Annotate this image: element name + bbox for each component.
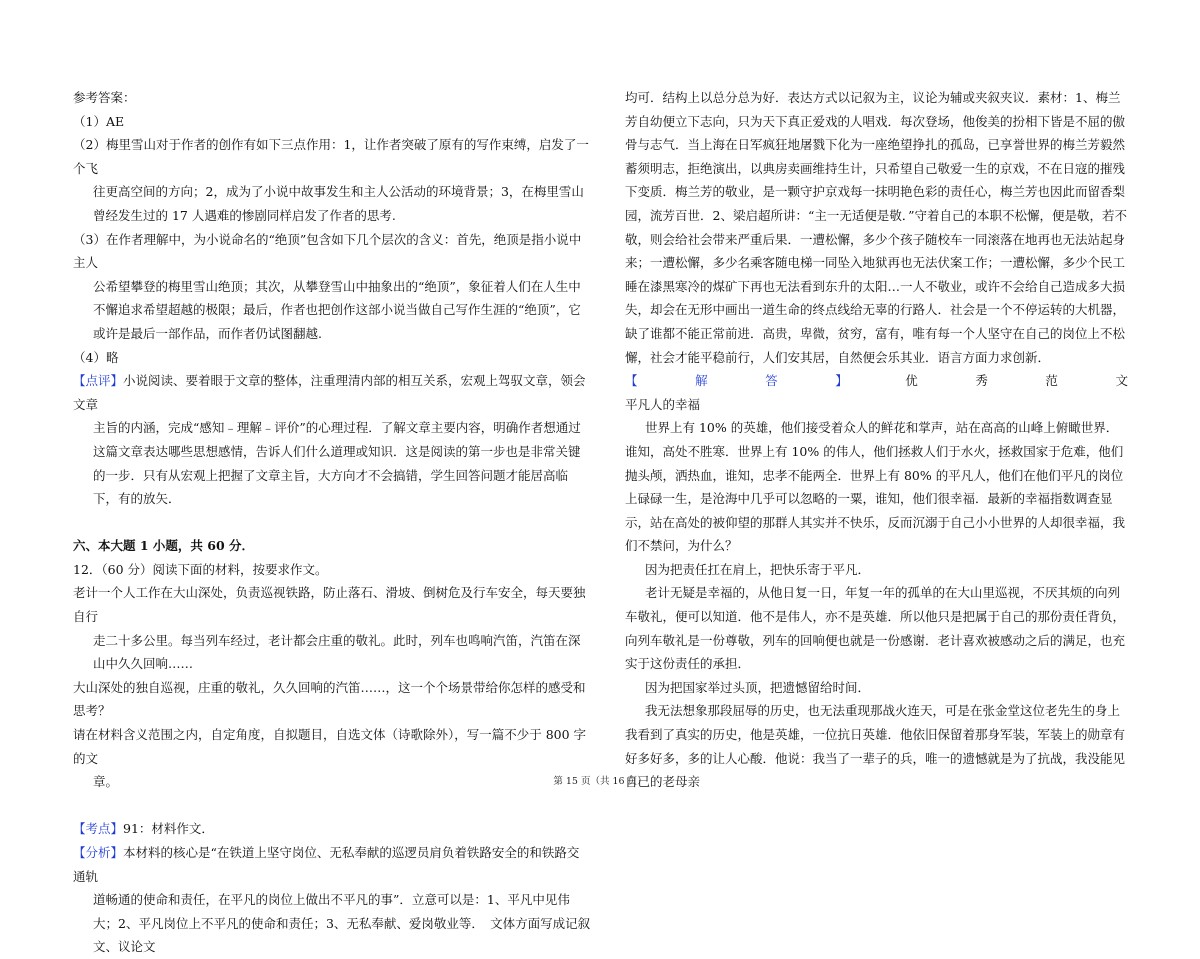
requirement-first: 请在材料含义范围之内，自定角度，自拟题目，自选文体（诗歌除外），写一篇不少于 800 字的文	[73, 727, 587, 766]
essay-paragraph-3: 老计无疑是幸福的，从他日复一日，年复一年的孤单的在大山里巡视，不厌其烦的向列车敬礼，便可以知道．他不是伟人，亦不是英雄．所以他只是把属于自己的那份责任背负，向列车敬礼是一份尊敬，列车的回响便也就是一份感谢．老计喜欢被感动之后的满足，也充实于这份责任的承担．	[625, 585, 1126, 672]
kaodian-text: 91：材料作文．	[123, 821, 214, 837]
question-12: 12．（60 分）阅读下面的材料，按要求作文。	[73, 561, 328, 577]
jieda-char: 解	[695, 373, 708, 389]
right-column	[625, 86, 1128, 794]
answer-2-first: （2）梅里雪山对于作者的创作有如下三点作用：1，让作者突破了原有的写作束缚，启发了一个飞	[73, 137, 589, 176]
comment-rest: 主旨的内涵，完成“感知﹣理解﹣评价”的心理过程．了解文章主要内容，明确作者想通过这篇文章表达哪些思想感情，告诉人们什么道理或知识．这是阅读的第一步也是非常关键的一步．只有从宏观上把握了文章主旨，大方向才不会搞错，学生回答问题才能居高临下，有的放矢．	[93, 420, 581, 507]
material-first: 老计一个人工作在大山深处，负责巡视铁路，防止落石、滑坡、倒树危及行车安全，每天要独自行	[73, 585, 586, 625]
jieda-char: 】	[835, 373, 848, 389]
answer-2-rest: 往更高空间的方向；2，成为了小说中故事发生和主人公活动的环境背景；3，在梅里雪山曾经发生过的 17 人遇难的惨剧同样启发了作者的思考.	[93, 184, 584, 223]
jieda-char: 【	[625, 373, 638, 389]
jieda-heading	[625, 369, 1128, 393]
jieda-char: 优	[905, 373, 918, 389]
jieda-char: 答	[765, 373, 778, 389]
answer-heading: 参考答案：	[73, 90, 136, 105]
jieda-char: 文	[1115, 373, 1128, 389]
left-column	[73, 86, 591, 959]
essay-paragraph-2: 因为把责任扛在肩上，把快乐寄于平凡．	[645, 561, 871, 577]
fenxi-tag: 【分析】	[73, 845, 124, 860]
comment-first	[73, 369, 591, 416]
analysis-continued: 均可．结构上以总分总为好．表达方式以记叙为主，议论为辅或夹叙夹议．素材：1、梅兰芳自幼便立下志向，只为天下真正爱戏的人唱戏．每次登场，他俊美的扮相下皆是不屈的傲骨与志气．当上海在日军疯狂地屠戮下化为一座绝望挣扎的孤岛，已享誉世界的梅兰芳毅然蓄须明志，拒绝演出，以典房卖画维持生计，只希望自己敬爱一生的京戏，不在日寇的摧残下变质．梅兰芳的敬业，是一颗守护京戏每一抹明艳色彩的责任心，梅兰芳也因此而留香梨园，流芳百世．2、梁启超所讲：“主一无适便是敬．”守着自己的本职不松懈，便是敬，若不敬，则会给社会带来严重后果．一遭松懈，多少个孩子随校车一同滚落在地再也无法站起身来；一遭松懈，多少名乘客随电梯一同坠入地狱再也无法伏案工作；一遭松懈，多少个民工睡在漆黑寒冷的煤矿下再也无法看到东升的太阳…一人不敬业，或许不会给自己造成多大损失，却会在无形中画出一道生命的终点线给无辜的行路人．社会是一个不停运转的大机器，缺了谁都不能正常前进．高贵，卑微，贫穷，富有，唯有每一个人坚守在自己的岗位上不松懈，社会才能平稳前行，人们安其居，自然便会乐其业．语言方面力求创新．	[625, 90, 1127, 365]
material-rest: 走二十多公里。每当列车经过，老计都会庄重的敬礼。此时，列车也鸣响汽笛，汽笛在深山中久久回响……	[93, 632, 581, 672]
answer-3-rest: 公希望攀登的梅里雪山绝顶；其次，从攀登雪山中抽象出的“绝顶”，象征着人们在人生中不懈追求希望超越的极限；最后，作者也把创作这部小说当做自己写作生涯的“绝顶”，它或许是最后一部作品，而作者仍试图翻越.	[93, 278, 581, 341]
section-six-heading: 六、本大题 1 小题，共 60 分．	[73, 538, 255, 554]
essay-paragraph-4: 因为把国家举过头顶，把遗憾留给时间．	[645, 679, 871, 695]
essay-paragraph-1: 世界上有 10% 的英雄，他们接受着众人的鲜花和掌声，站在高高的山峰上俯瞰世界．谁知，高处不胜寒．世界上有 10% 的伟人，他们拯救人们于水火，拯救国家于危难，他们抛头颅，洒热血，谁知，忠孝不能两全．世界上有 80% 的平凡人，他们在他们平凡的岗位上碌碌一生，是沧海中几乎可以忽略的一粟，谁知，他们很幸福．最新的幸福指数调查显示，站在高处的被仰望的那群人其实并不快乐，反而沉溺于自己小小世界的人却很幸福，我们不禁问，为什么？	[625, 420, 1126, 554]
material-question: 大山深处的独自巡视，庄重的敬礼，久久回响的汽笛……，这一个个场景带给你怎样的感受和思考？	[73, 679, 586, 719]
fenxi-first-text: 本材料的核心是“在铁道上坚守岗位、无私奉献的巡逻员肩负着铁路安全的和铁路交通轨	[73, 845, 580, 884]
comment-first-text: 小说阅读、要着眼于文章的整体，注重理清内部的相互关系，宏观上驾驭文章，领会文章	[73, 373, 586, 412]
answer-1: （1）AE	[73, 113, 125, 129]
page-footer: 第 15 页（共 16 页）	[553, 776, 647, 787]
jieda-char: 秀	[975, 373, 988, 389]
fenxi-first	[73, 841, 591, 888]
kaodian-tag: 【考点】	[73, 821, 124, 837]
fenxi-rest: 道畅通的使命和责任，在平凡的岗位上做出不平凡的事”．立意可以是：1、平凡中见伟大；2、平凡岗位上不平凡的使命和责任；3、无私奉献、爱岗敬业等． 文体方面写成记叙文、议论文	[93, 892, 591, 955]
comment-tag: 【点评】	[73, 373, 124, 389]
answer-3-first: （3）在作者理解中，为小说命名的“绝顶”包含如下几个层次的含义：首先，绝顶是指小说中主人	[73, 231, 582, 271]
essay-title: 平凡人的幸福	[625, 396, 701, 412]
kaodian	[73, 817, 591, 841]
answer-4: （4）略	[73, 349, 119, 365]
requirement-rest: 章。	[93, 774, 119, 790]
jieda-char: 范	[1045, 373, 1058, 389]
essay-paragraph-5: 我无法想象那段屈辱的历史，也无法重现那战火连天，可是在张金堂这位老先生的身上我看到了真实的历史，他是英雄，一位抗日英雄．他依旧保留着那身军装，军装上的勋章有好多好多，多的让人心酸．他说：我当了一辈子的兵，唯一的遗憾就是为了抗战，我没能见自己的老母亲	[625, 703, 1126, 790]
